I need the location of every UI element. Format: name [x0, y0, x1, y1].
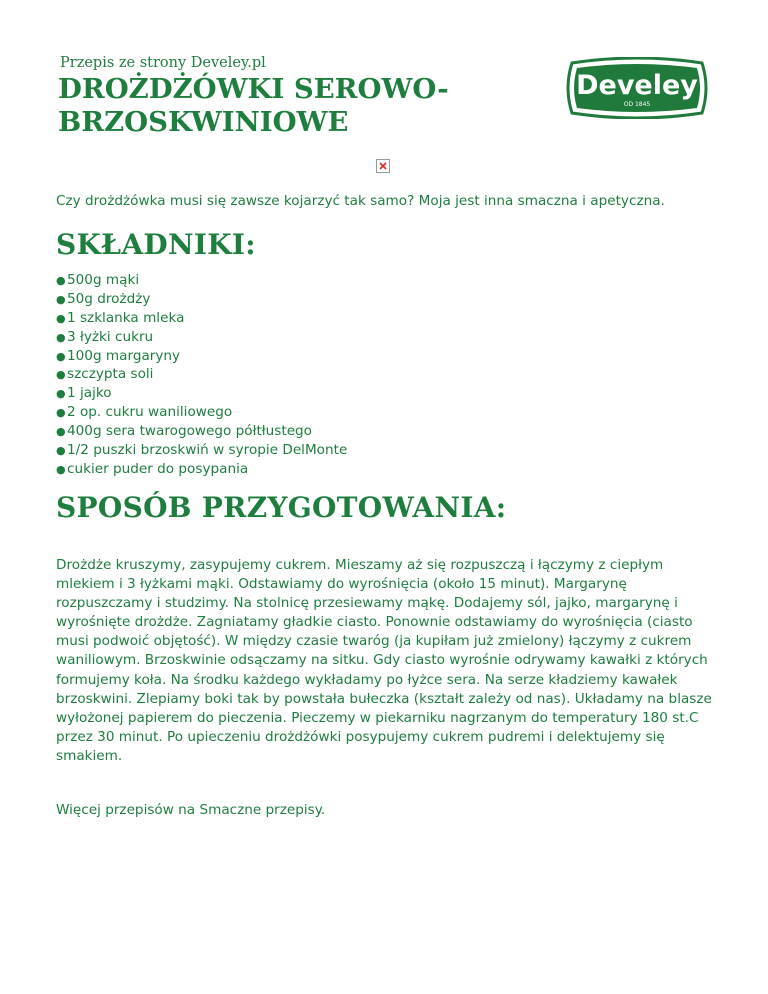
- list-item: [56, 384, 347, 403]
- ingredient-text: 500g mąki: [67, 272, 140, 288]
- logo-brand-text: Develey: [576, 70, 698, 101]
- list-item: [56, 441, 347, 460]
- list-item: [56, 365, 347, 384]
- bullet-icon: ●: [56, 425, 66, 439]
- bullet-icon: ●: [56, 387, 66, 401]
- ingredient-text: szczypta soli: [67, 366, 154, 383]
- ingredients-heading: SKŁADNIKI:: [56, 228, 256, 261]
- list-item: [56, 271, 347, 290]
- bullet-icon: ●: [56, 368, 66, 382]
- ingredient-text: cukier puder do posypania: [67, 460, 249, 477]
- ingredients-list: [56, 271, 347, 479]
- develey-logo: [564, 57, 710, 119]
- ingredient-text: 1 jajko: [67, 385, 112, 402]
- ingredient-text: 1 szklanka mleka: [67, 309, 185, 326]
- ingredient-text: 3 łyżki cukru: [67, 328, 154, 345]
- bullet-icon: ●: [56, 406, 66, 420]
- method-heading: SPOSÓB PRZYGOTOWANIA:: [56, 491, 507, 524]
- broken-image-icon: [376, 159, 390, 173]
- ingredient-text: 1/2 puszki brzoskwiń w syropie DelMonte: [67, 442, 348, 459]
- bullet-icon: ●: [56, 311, 66, 325]
- recipe-title: DROŻDŻÓWKI SEROWO-BRZOSKWINIOWE: [58, 73, 449, 138]
- bullet-icon: ●: [56, 462, 66, 476]
- list-item: [56, 309, 347, 328]
- intro-text: Czy drożdżówka musi się zawsze kojarzyć tak samo? Moja jest inna smaczna i apetyczna.: [56, 193, 665, 209]
- bullet-icon: ●: [56, 330, 66, 344]
- list-item: [56, 422, 347, 441]
- list-item: [56, 347, 347, 366]
- ingredient-text: 50g drożdży: [67, 290, 151, 307]
- bullet-icon: ●: [56, 292, 66, 306]
- bullet-icon: ●: [56, 274, 66, 287]
- list-item: [56, 460, 347, 479]
- source-line: Przepis ze strony Develey.pl: [60, 55, 266, 71]
- ingredient-text: 400g sera twarogowego półtłustego: [67, 423, 312, 440]
- method-text: Drożdże kruszymy, zasypujemy cukrem. Mieszamy aż się rozpuszczą i łączymy z ciepłym mlekiem i 3 łyżkami mąki. Odstawiamy do wyrośnięcia (około 15 minut). Margarynę rozpuszczamy i studzimy. Na stolnicę przesiewamy mąkę. Dodajemy sól, jajko, margarynę i wyrośnięte drożdże. Zagniatamy gładkie ciasto. Ponownie odstawiamy do wyrośnięcia (ciasto musi podwoić objętość). W między czasie twaróg (ja kupiłam już zmielony) łączymy z cukrem waniliowym. Brzoskwinie odsączamy na sitku. Gdy ciasto wyrośnie odrywamy kawałki z których formujemy koła. Na środku każdego wykładamy po łyżce sera. Na serze kładziemy kawałek brzoskwini. Zlepiamy boki tak by powstała bułeczka (kształt zależy od nas). Układamy na blasze wyłożonej papierem do pieczenia. Pieczemy w piekarniku nagrzanym do temperatury 180 st.C przez 30 minut. Po upieczeniu drożdżówki posypujemy cukrem pudremi i delektujemy się smakiem.: [56, 557, 712, 764]
- list-item: [56, 290, 347, 309]
- bullet-icon: ●: [56, 444, 66, 458]
- bullet-icon: ●: [56, 349, 66, 363]
- ingredient-text: 2 op. cukru waniliowego: [67, 404, 233, 421]
- more-recipes-text: Więcej przepisów na Smaczne przepisy.: [56, 802, 326, 818]
- logo-since-text: OD 1845: [623, 101, 651, 108]
- ingredient-text: 100g margaryny: [67, 347, 181, 364]
- list-item: [56, 403, 347, 422]
- list-item: [56, 328, 347, 347]
